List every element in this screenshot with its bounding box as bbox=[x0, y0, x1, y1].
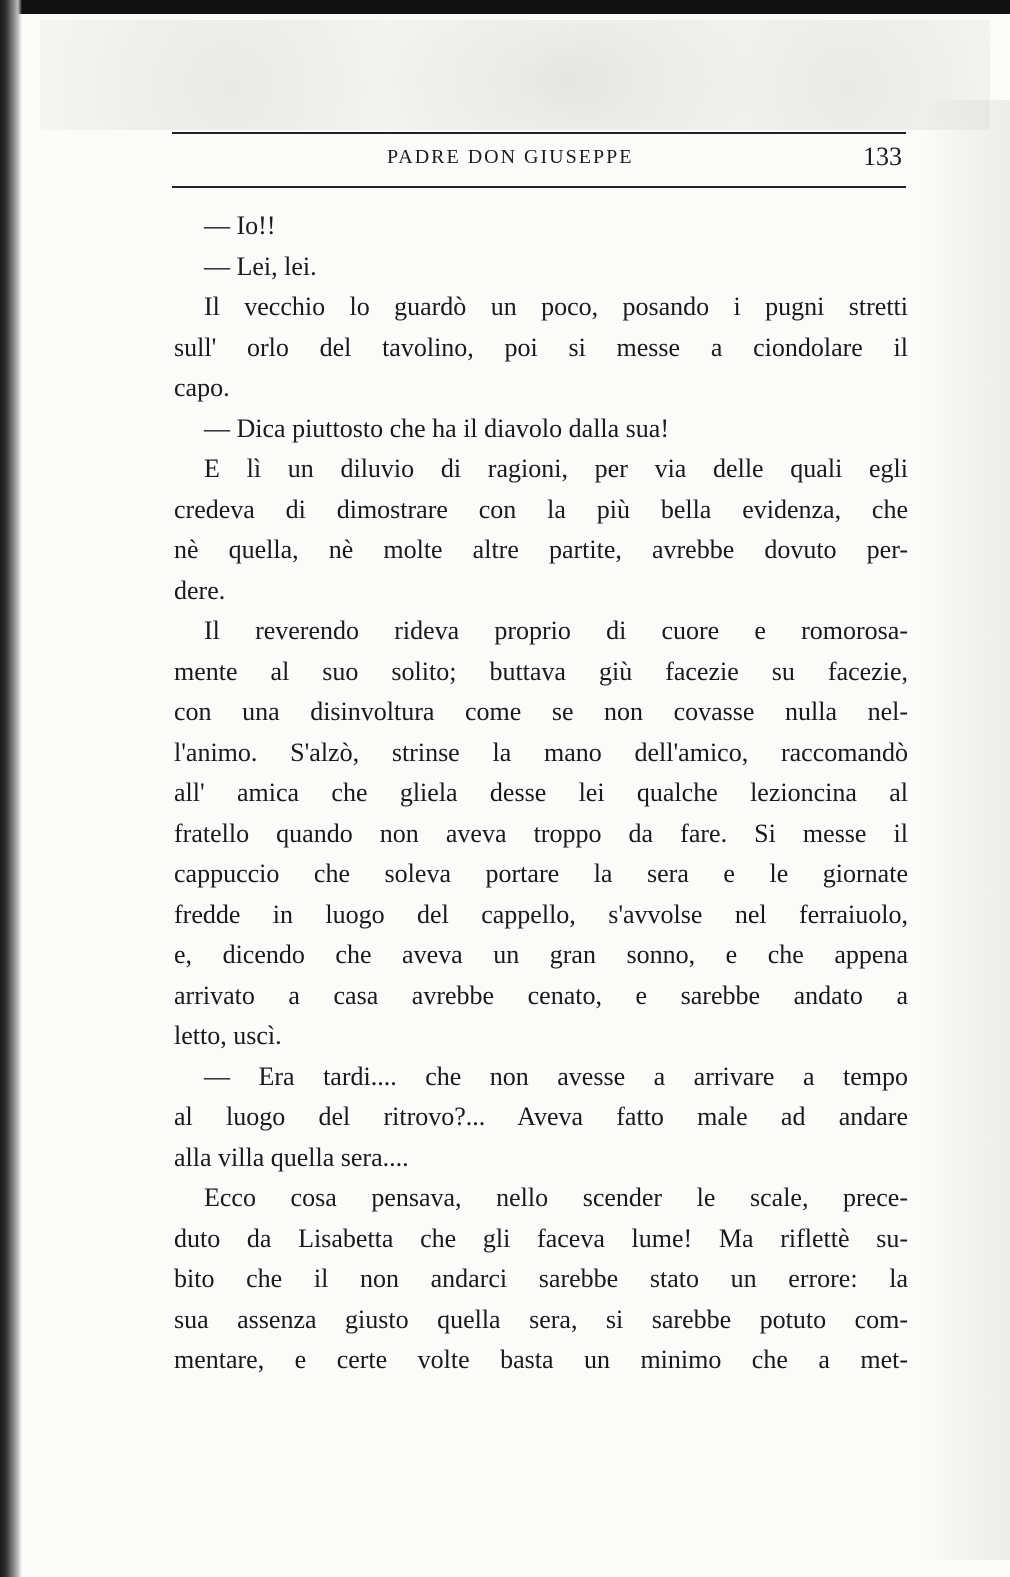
text-line: capo. bbox=[174, 373, 230, 402]
text-line: al luogo del ritrovo?... Aveva fatto male ad andare bbox=[174, 1102, 908, 1131]
running-head: PADRE DON GIUSEPPE bbox=[387, 146, 634, 168]
text-line: — Dica piuttosto che ha il diavolo dalla sua! bbox=[204, 413, 669, 443]
text-line: duto da Lisabetta che gli faceva lume! Ma riflettè su- bbox=[174, 1223, 908, 1253]
text-line: l'animo. S'alzò, strinse la mano dell'amico, raccomandò bbox=[174, 737, 908, 767]
text-line: sua assenza giusto quella sera, si sarebbe potuto com- bbox=[174, 1304, 908, 1334]
text-line: fredde in luogo del cappello, s'avvolse nel ferraiuolo, bbox=[174, 899, 908, 929]
text-line: credeva di dimostrare con la più bella evidenza, che bbox=[174, 494, 908, 524]
text-line: fratello quando non aveva troppo da fare. Si messe il bbox=[174, 818, 908, 848]
text-line: mente al suo solito; buttava giù facezie su facezie, bbox=[174, 656, 908, 686]
text-line: E lì un diluvio di ragioni, per via delle quali egli bbox=[204, 454, 908, 483]
text-line: con una disinvoltura come se non covasse nulla nel- bbox=[174, 697, 908, 726]
text-line: nè quella, nè molte altre partite, avrebbe dovuto per- bbox=[174, 535, 908, 564]
text-line: Ecco cosa pensava, nello scender le scale, prece- bbox=[204, 1183, 908, 1212]
paper-stain-right bbox=[920, 100, 1010, 1560]
text-line: all' amica che gliela desse lei qualche lezioncina al bbox=[174, 778, 908, 807]
text-line: sull' orlo del tavolino, poi si messe a ciondolare il bbox=[174, 332, 908, 362]
body-text bbox=[174, 206, 908, 1381]
paper-stain-top bbox=[40, 20, 990, 130]
scan-top-edge bbox=[0, 0, 1010, 14]
text-line: e, dicendo che aveva un gran sonno, e che appena bbox=[174, 940, 908, 969]
scan-binding-edge bbox=[0, 0, 22, 1577]
text-line: — Io!! bbox=[204, 211, 276, 240]
text-line: alla villa quella sera.... bbox=[174, 1142, 409, 1172]
page-header bbox=[172, 132, 906, 188]
page-number: 133 bbox=[863, 142, 902, 171]
text-line: Il vecchio lo guardò un poco, posando i pugni stretti bbox=[204, 292, 908, 321]
text-line: — Era tardi.... che non avesse a arrivare a tempo bbox=[204, 1061, 908, 1091]
text-line: — Lei, lei. bbox=[204, 251, 317, 281]
text-line: Il reverendo rideva proprio di cuore e romorosa- bbox=[204, 616, 908, 645]
text-line: bito che il non andarci sarebbe stato un errore: la bbox=[174, 1264, 908, 1293]
text-line: letto, uscì. bbox=[174, 1021, 282, 1050]
text-line: arrivato a casa avrebbe cenato, e sarebbe andato a bbox=[174, 980, 908, 1010]
text-line: dere. bbox=[174, 575, 226, 605]
text-line: cappuccio che soleva portare la sera e le giornate bbox=[174, 859, 908, 888]
text-line: mentare, e certe volte basta un minimo che a met- bbox=[174, 1345, 908, 1374]
